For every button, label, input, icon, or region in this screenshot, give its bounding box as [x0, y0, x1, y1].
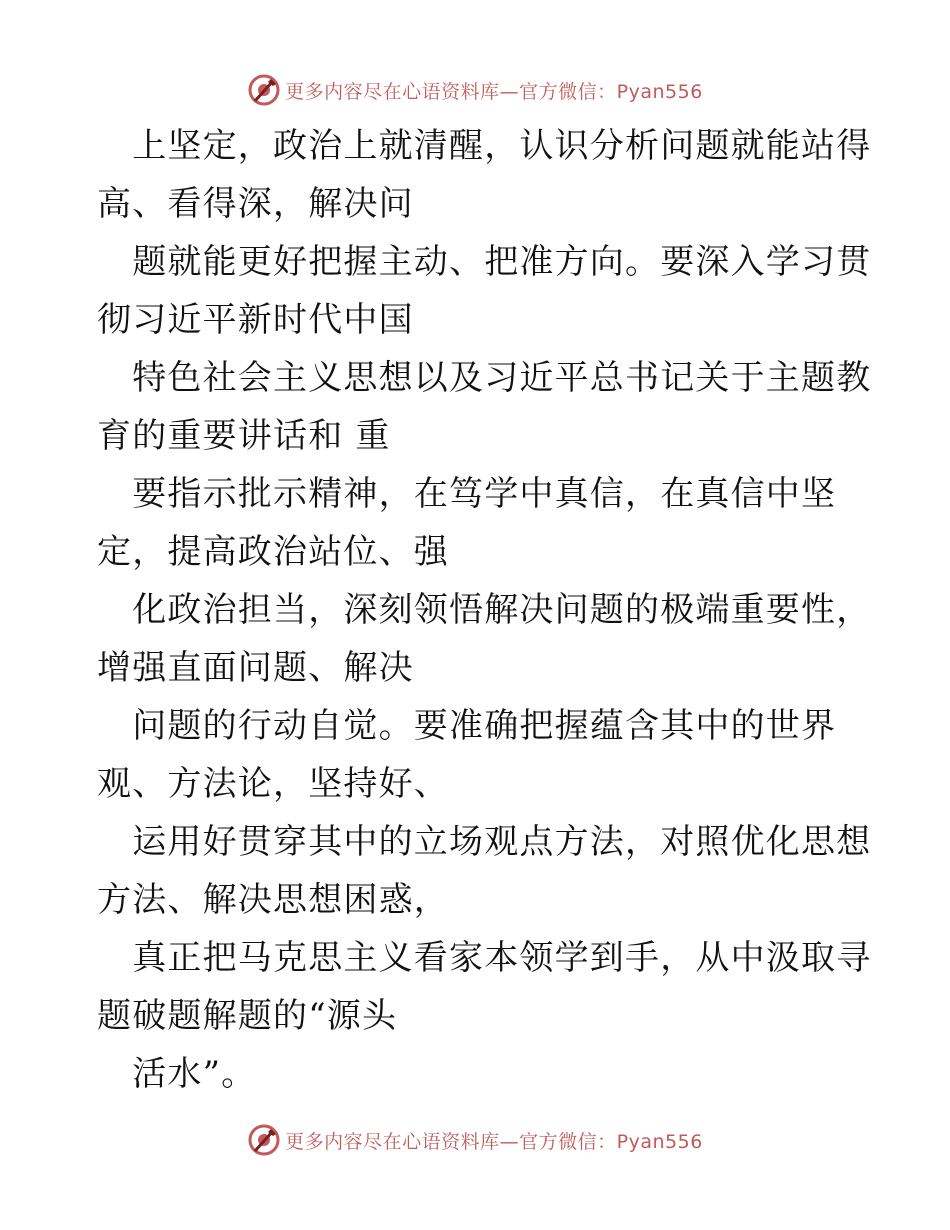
text-line: 育的重要讲话和 重: [97, 416, 391, 456]
footer-banner: [0, 1120, 950, 1160]
text-line: 方法、解决思想困惑，: [97, 880, 449, 920]
text-line: 特色社会主义思想以及习近平总书记关于主题教: [97, 358, 872, 398]
text-line: 上坚定，政治上就清醒，认识分析问题就能站得: [97, 126, 872, 166]
text-line: 题破题解题的“源头: [97, 996, 398, 1036]
banner-text: 更多内容尽在心语资料库—官方微信：Pyan556: [285, 1130, 703, 1153]
text-line: 增强直面问题、解决: [97, 648, 414, 688]
text-line: 化政治担当，深刻领悟解决问题的极端重要性，: [97, 590, 872, 630]
pen-logo-icon: [247, 73, 281, 107]
pen-logo-icon: [247, 1123, 281, 1157]
header-banner: [0, 70, 950, 110]
text-line: 高、看得深，解决问: [97, 184, 414, 224]
text-line: 真正把马克思主义看家本领学到手，从中汲取寻: [97, 938, 872, 978]
text-line: 活水”。: [97, 1054, 257, 1094]
text-line: 运用好贯穿其中的立场观点方法，对照优化思想: [97, 822, 872, 862]
text-line: 定，提高政治站位、强: [97, 532, 449, 572]
text-line: 题就能更好把握主动、把准方向。要深入学习贯: [97, 242, 872, 282]
text-line: 问题的行动自觉。要准确把握蕴含其中的世界: [97, 706, 837, 746]
text-line: 观、方法论，坚持好、: [97, 764, 449, 804]
banner-text: 更多内容尽在心语资料库—官方微信：Pyan556: [285, 80, 703, 103]
text-line: 彻习近平新时代中国: [97, 300, 414, 340]
text-line: 要指示批示精神，在笃学中真信，在真信中坚: [97, 474, 837, 514]
